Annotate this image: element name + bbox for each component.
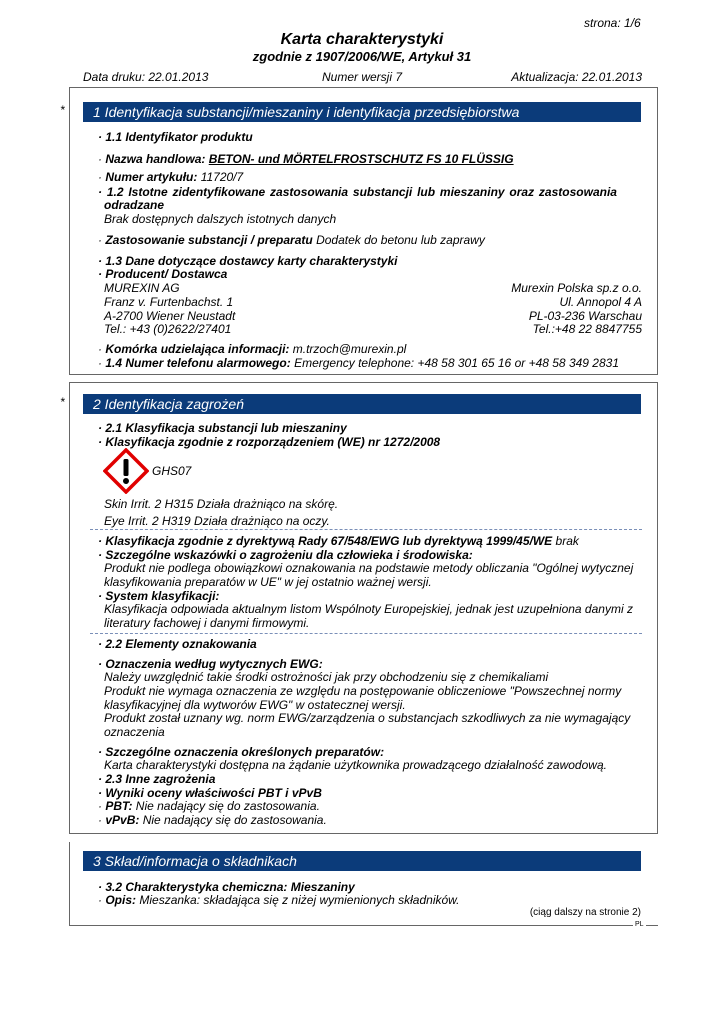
pbt-result: · PBT: Nie nadający się do zastosowania. <box>98 799 320 813</box>
classification-heading: · 2.1 Klasyfikacja substancji lub mieszaniny <box>98 421 347 435</box>
product-identifier: · 1.1 Identyfikator produktu <box>98 130 253 144</box>
producer-street: Franz v. Furtenbachst. 1 <box>104 295 234 309</box>
special-hazards-text: Produkt nie podlega obowiązkowi oznakowania na podstawie metody obliczania "Ogólnej wytycznej klasyfikowania preparatów w UE" w jej ostatnio ważnej wersji. <box>104 561 634 589</box>
ghs-code: GHS07 <box>152 464 192 478</box>
article-number: · Numer artykułu: 11720/7 <box>98 170 244 184</box>
description: · Opis: Mieszanka: składająca się z niżej wymienionych składników. <box>98 893 460 907</box>
label-elements: · 2.2 Elementy oznakowania <box>98 637 257 651</box>
special-preparations-text: Karta charakterystyki dostępna na żądanie użytkownika prowadzącego działalność zawodową. <box>104 758 607 772</box>
info-contact: · Komórka udzielająca informacji: m.trzoch@murexin.pl <box>98 342 407 356</box>
producer-name: MUREXIN AG <box>104 281 180 295</box>
distributor-name: Murexin Polska sp.z o.o. <box>511 281 642 295</box>
change-mark: * <box>60 103 65 117</box>
document-title: Karta charakterystyki <box>280 31 444 48</box>
special-hazards: · Szczególne wskazówki o zagrożeniu dla człowieka i środowiska: <box>98 548 473 562</box>
producer-label: · Producent/ Dostawca <box>98 267 228 281</box>
continued-note: (ciąg dalszy na stronie 2) <box>529 907 641 918</box>
special-preparations: · Szczególne oznaczenia określonych preparatów: <box>98 745 385 759</box>
chemical-characterisation: · 3.2 Charakterystyka chemiczna: Mieszaniny <box>98 880 355 894</box>
section-1-title: 1 Identyfikacja substancji/mieszaniny i identyfikacja przedsiębiorstwa <box>83 102 641 122</box>
distributor-street: Ul. Annopol 4 A <box>559 295 642 309</box>
section-2-title: 2 Identyfikacja zagrożeń <box>83 394 641 414</box>
eye-irritation: Eye Irrit. 2 H319 Działa drażniąco na oczy. <box>104 514 330 528</box>
exclamation-hazard-icon <box>103 448 149 494</box>
no-further-data: Brak dostępnych dalszych istotnych danych <box>104 212 337 226</box>
dashed-divider <box>90 633 642 634</box>
section-3-frame <box>69 842 70 925</box>
vpvb-result: · vPvB: Nie nadający się do zastosowania. <box>98 813 327 827</box>
substance-application: · Zastosowanie substancji / preparatu Dodatek do betonu lub zaprawy <box>98 233 485 247</box>
distributor-city: PL-03-236 Warschau <box>528 309 642 323</box>
page-number: strona: 1/6 <box>584 16 641 30</box>
producer-city: A-2700 Wiener Neustadt <box>104 309 236 323</box>
section-3-title: 3 Skład/informacja o składnikach <box>83 851 641 871</box>
ewg-labelling: · Oznaczenia według wytycznych EWG: <box>98 657 323 671</box>
identified-uses-cont: odradzane <box>104 198 165 212</box>
skin-irritation: Skin Irrit. 2 H315 Działa drażniąco na skórę. <box>104 497 339 511</box>
ewg-text-3: Produkt został uznany wg. norm EWG/zarządzenia o substancjach szkodliwych za nie wymagający oznaczenia <box>104 711 631 739</box>
ewg-text-2: Produkt nie wymaga oznaczenia ze względu na postępowanie obliczeniowe "Powszechnej normy klasyfikacyjnej dla wytworów EWG" w ostatecznej wersji. <box>104 684 622 712</box>
footer-divider <box>69 925 658 926</box>
dashed-divider <box>90 529 642 530</box>
classification-1272: · Klasyfikacja zgodnie z rozporządzeniem (WE) nr 1272/2008 <box>98 435 441 449</box>
document-subtitle: zgodnie z 1907/2006/WE, Artykuł 31 <box>252 49 472 64</box>
pbt-assessment: · Wyniki oceny właściwości PBT i vPvB <box>98 786 322 800</box>
distributor-phone: Tel.:+48 22 8847755 <box>532 322 642 336</box>
directive-classification: · Klasyfikacja zgodnie z dyrektywą Rady 67/548/EWG lub dyrektywą 1999/45/WE brak <box>98 534 579 548</box>
classification-system: · System klasyfikacji: <box>98 589 220 603</box>
supplier-details: · 1.3 Dane dotyczące dostawcy karty charakterystyki <box>98 254 398 268</box>
print-date: Data druku: 22.01.2013 <box>83 70 209 84</box>
language-code: PL <box>635 921 644 928</box>
ewg-text-1: Należy uwzględnić takie środki ostrożności jak przy obchodzeniu się z chemikaliami <box>104 670 549 684</box>
other-hazards: · 2.3 Inne zagrożenia <box>98 772 216 786</box>
identified-uses: · 1.2 Istotne zidentyfikowane zastosowania substancji lub mieszaniny oraz zastosowania <box>98 185 617 199</box>
producer-phone: Tel.: +43 (0)2622/27401 <box>104 322 232 336</box>
change-mark: * <box>60 395 65 409</box>
emergency-phone: · 1.4 Numer telefonu alarmowego: Emergency telephone: +48 58 301 65 16 or +48 58 349 2831 <box>98 356 619 370</box>
update-date: Aktualizacja: 22.01.2013 <box>511 70 642 84</box>
version-number: Numer wersji 7 <box>322 70 403 84</box>
trade-name: · Nazwa handlowa: BETON- und MÖRTELFROSTSCHUTZ FS 10 FLÜSSIG <box>98 152 514 166</box>
classification-system-text: Klasyfikacja odpowiada aktualnym listom Wspólnoty Europejskiej, jednak jest uzupełniona danymi z literatury fachowej i danymi firmowymi. <box>104 602 633 630</box>
